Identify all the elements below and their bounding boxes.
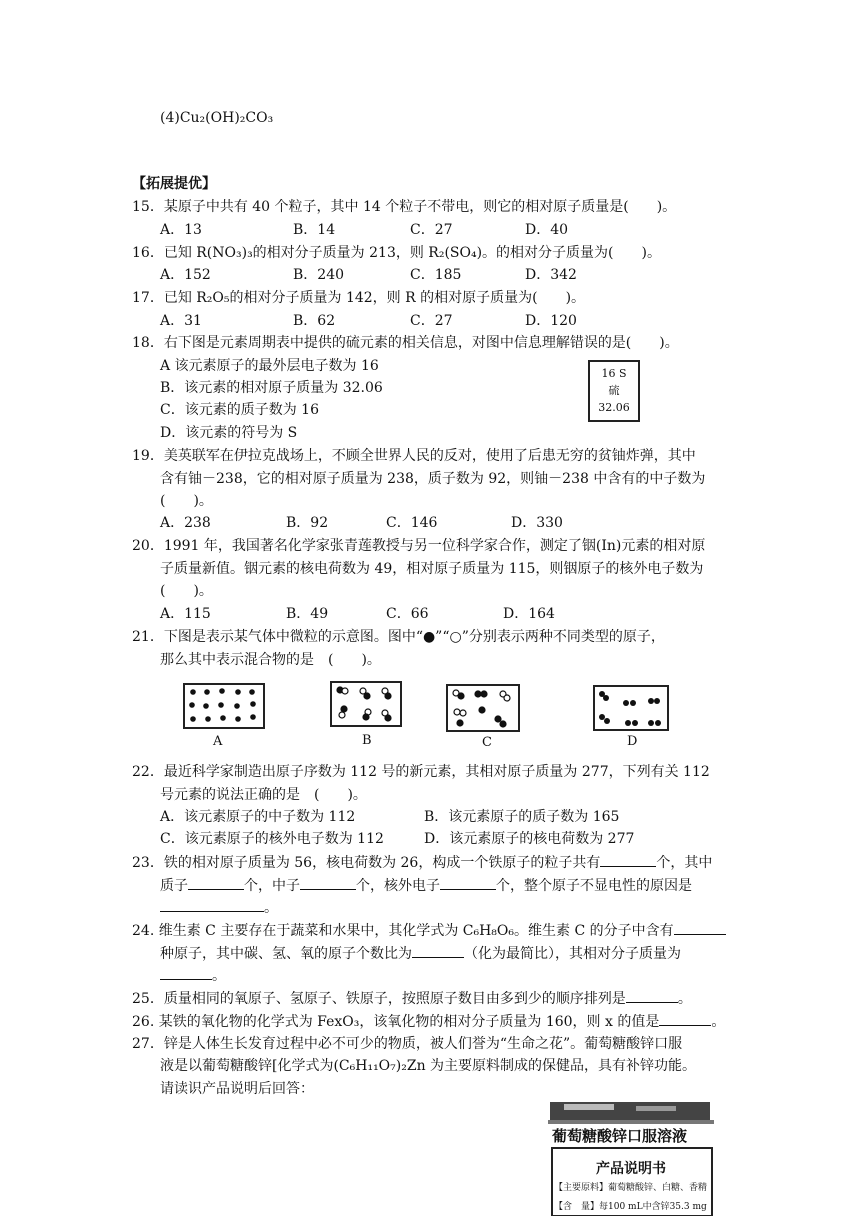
q16-option-c: C．185 xyxy=(410,267,462,283)
question-20-line3: ( )。 xyxy=(160,583,213,599)
question-21-line2: 那么其中表示混合物的是 ( )。 xyxy=(160,652,381,668)
question-27-line2: 液是以葡萄糖酸锌[化学式为(C₆H₁₁O₇)₂Zn 为主要原料制成的保健品，具有补锌功能。 xyxy=(160,1058,697,1074)
element-mass: 32.06 xyxy=(598,401,630,414)
q20-option-c: C．66 xyxy=(386,606,429,622)
q20-option-d: D．164 xyxy=(503,606,555,622)
question-24-line2 xyxy=(160,943,681,964)
q25-text-2: 。 xyxy=(677,991,692,1007)
q23-blank-1[interactable] xyxy=(600,852,656,867)
q16-option-a: A．152 xyxy=(160,267,211,283)
question-16: 16．已知 R(NO₃)₃的相对分子质量为 213，则 R₂(SO₄)。的相对分子质量为( )。 xyxy=(132,245,661,261)
question-19-line2: 含有铀－238，它的相对原子质量为 238，质子数为 92，则铀－238 中含有的中子数为 xyxy=(160,471,706,487)
q22-option-c: C．该元素原子的核外电子数为 112 xyxy=(160,831,384,847)
q19-option-c: C．146 xyxy=(386,515,438,531)
diagram-a-label: A xyxy=(213,734,223,749)
q18-option-a: A 该元素原子的最外层电子数为 16 xyxy=(160,358,379,374)
question-22-line2: 号元素的说法正确的是 ( )。 xyxy=(160,787,367,803)
q19-option-a: A．238 xyxy=(160,515,211,531)
q23-text-3: 质子 xyxy=(160,878,188,894)
q26-blank-1[interactable] xyxy=(659,1011,711,1026)
q23-text-6: 个，整个原子不显电性的原因是 xyxy=(496,878,692,894)
product-row1-key: 【主要原料】 xyxy=(554,1183,609,1193)
product-label-noise xyxy=(546,1096,716,1216)
q23-text-1: 23．铁的相对原子质量为 56，核电荷数为 26，构成一个铁原子的粒子共有 xyxy=(132,855,601,871)
q22-option-a: A．该元素原子的中子数为 112 xyxy=(160,809,356,825)
q24-text-1: 24. 维生素 C 主要存在于蔬菜和水果中，其化学式为 C₆H₈O₆。维生素 C 的分子中含有 xyxy=(132,923,674,939)
q19-option-d: D．330 xyxy=(511,515,563,531)
question-21-line1: 21．下图是表示某气体中微粒的示意图。图中“●”“○”分别表示两种不同类型的原子， xyxy=(132,629,665,645)
product-label xyxy=(546,1096,716,1216)
q16-option-b: B．240 xyxy=(293,267,345,283)
q23-text-2: 个，其中 xyxy=(656,855,713,871)
q15-option-c: C．27 xyxy=(410,222,453,238)
q22-option-b: B．该元素原子的质子数为 165 xyxy=(424,809,620,825)
q20-option-a: A．115 xyxy=(160,606,211,622)
diagram-d-label: D xyxy=(627,734,638,749)
element-name: 硫 xyxy=(608,384,620,397)
product-row2-key: 【含 量】 xyxy=(554,1202,600,1212)
diagram-b xyxy=(330,681,402,727)
q15-option-b: B．14 xyxy=(293,222,336,238)
q24-blank-3[interactable] xyxy=(160,965,212,980)
product-row-1 xyxy=(554,1180,707,1193)
element-number-symbol: 16 S xyxy=(601,367,627,380)
question-27-line3: 请读识产品说明后回答： xyxy=(160,1081,314,1097)
q25-blank-1[interactable] xyxy=(626,988,678,1003)
question-15: 15．某原子中共有 40 个粒子，其中 14 个粒子不带电，则它的相对原子质量是( )。 xyxy=(132,199,677,215)
question-23-line3 xyxy=(160,897,278,918)
diagram-c-label: C xyxy=(482,735,492,750)
q18-option-b: B．该元素的相对原子质量为 32.06 xyxy=(160,380,383,396)
q22-option-d: D．该元素原子的核电荷数为 277 xyxy=(424,831,635,847)
diagram-b-label: B xyxy=(362,733,372,748)
product-row2-val: 每100 mL中含锌35.3 mg xyxy=(599,1202,707,1212)
q24-blank-2[interactable] xyxy=(412,943,464,958)
q23-blank-2[interactable] xyxy=(188,875,244,890)
question-23-line2 xyxy=(160,875,692,896)
q23-blank-3[interactable] xyxy=(300,875,356,890)
q20-option-b: B．49 xyxy=(286,606,329,622)
question-20-line2: 子质量新值。铟元素的核电荷数为 49，相对原子质量为 115，则铟原子的核外电子数为 xyxy=(160,561,704,577)
question-19-line3: ( )。 xyxy=(160,493,213,509)
question-23-line1 xyxy=(132,852,712,873)
question-24-line1 xyxy=(132,920,726,941)
question-26 xyxy=(132,1011,725,1032)
q25-text-1: 25．质量相同的氧原子、氢原子、铁原子，按照原子数目由多到少的顺序排列是 xyxy=(132,991,626,1007)
q18-option-d: D．该元素的符号为 S xyxy=(160,425,298,441)
sulfur-element-box xyxy=(588,360,640,422)
q17-option-b: B．62 xyxy=(293,313,336,329)
question-17: 17．已知 R₂O₅的相对分子质量为 142，则 R 的相对原子质量为( )。 xyxy=(132,290,586,306)
q23-blank-5[interactable] xyxy=(160,897,264,912)
q15-option-a: A．13 xyxy=(160,222,202,238)
q23-text-7: 。 xyxy=(264,900,278,916)
diagram-d xyxy=(593,685,669,731)
q26-text-2: 。 xyxy=(711,1014,726,1030)
q23-blank-4[interactable] xyxy=(440,875,496,890)
q17-option-a: A．31 xyxy=(160,313,202,329)
question-27-line1: 27．锌是人体生长发育过程中必不可少的物质，被人们誉为“生命之花”。葡萄糖酸锌口服 xyxy=(132,1036,683,1052)
question-22-line1: 22．最近科学家制造出原子序数为 112 号的新元素，其相对原子质量为 277，下列有关 112 xyxy=(132,764,710,780)
q17-option-d: D．120 xyxy=(525,313,577,329)
q18-option-c: C．该元素的质子数为 16 xyxy=(160,402,319,418)
question-19-line1: 19．美英联军在伊拉克战场上，不顾全世界人民的反对，使用了后患无穷的贫铀炸弹，其中 xyxy=(132,448,696,464)
q24-text-2: 种原子，其中碳、氢、氧的原子个数比为 xyxy=(160,946,412,962)
q24-text-4: 。 xyxy=(212,968,226,984)
question-18: 18．右下图是元素周期表中提供的硫元素的相关信息，对图中信息理解错误的是( )。 xyxy=(132,335,679,351)
product-row1-val: 葡萄糖酸锌、白糖、香精 xyxy=(608,1183,708,1193)
q24-blank-1[interactable] xyxy=(674,920,726,935)
question-25 xyxy=(132,988,692,1009)
diagram-a xyxy=(183,683,265,729)
q19-option-b: B．92 xyxy=(286,515,329,531)
question-20-line1: 20．1991 年，我国著名化学家张青莲教授与另一位科学家合作，测定了铟(In)元素的相对原 xyxy=(132,538,706,554)
q23-text-5: 个，核外电子 xyxy=(356,878,440,894)
q26-text-1: 26. 某铁的氧化物的化学式为 FexO₃，该氧化物的相对分子质量为 160，则 x 的值是 xyxy=(132,1014,660,1030)
question-24-line3 xyxy=(160,965,226,986)
q24-text-3: （化为最简比），其相对分子质量为 xyxy=(464,946,681,962)
formula-item-4: (4)Cu₂(OH)₂CO₃ xyxy=(160,110,274,126)
product-row-2 xyxy=(554,1199,707,1212)
q23-text-4: 个，中子 xyxy=(244,878,300,894)
section-title: 【拓展提优】 xyxy=(132,176,216,192)
q16-option-d: D．342 xyxy=(525,267,577,283)
q17-option-c: C．27 xyxy=(410,313,453,329)
product-subtitle: 产品说明书 xyxy=(596,1161,666,1177)
diagram-c xyxy=(446,684,520,732)
product-title: 葡萄糖酸锌口服溶液 xyxy=(552,1127,688,1145)
q15-option-d: D．40 xyxy=(525,222,569,238)
